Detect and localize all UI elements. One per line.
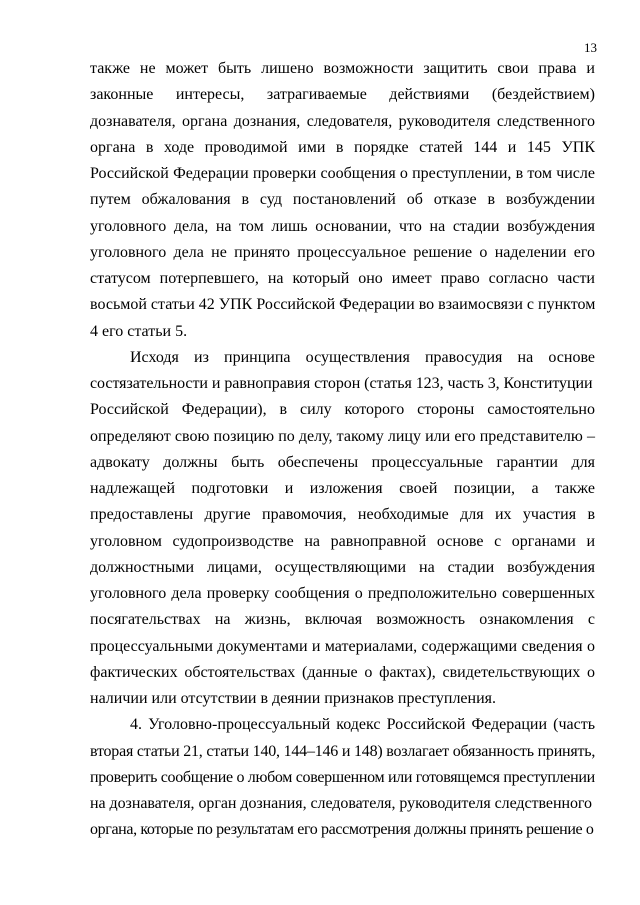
text-line: законные интересы, затрагиваемые действиями (бездействием) xyxy=(90,86,595,104)
text-line: должностными лицами, осуществляющими на стадии возбуждения xyxy=(90,558,595,576)
text-line: надлежащей подготовки и изложения своей позиции, а также xyxy=(90,480,595,497)
text-line: адвокату должны быть обеспечены процессуальные гарантии для xyxy=(90,453,595,471)
text-line: наличии или отсутствии в деянии признаков преступления. xyxy=(90,690,497,707)
text-line: фактических обстоятельствах (данные о фактах), свидетельствующих о xyxy=(90,663,595,681)
paragraph xyxy=(90,712,595,843)
text-line: на дознавателя, орган дознания, следователя, руководителя следственного xyxy=(90,795,592,812)
text-line: уголовного дела, на том лишь основании, что на стадии возбуждения xyxy=(90,217,595,235)
text-line: проверить сообщение о любом совершенном или готовящемся преступлении xyxy=(90,768,595,786)
text-line: уголовного дела проверку сообщения о предположительно совершенных xyxy=(90,585,595,602)
text-line: органа в ходе проводимой ими в порядке статей 144 и 145 УПК xyxy=(90,138,595,156)
text-line: путем обжалования в суд постановлений об отказе в возбуждении xyxy=(90,191,595,209)
document-body xyxy=(90,56,595,844)
text-line: 4. Уголовно-процессуальный кодекс Российской Федерации (часть xyxy=(130,716,595,734)
text-line: уголовного дела не принято процессуальное решение о наделении его xyxy=(90,243,595,261)
text-line: 4 его статьи 5. xyxy=(90,322,188,340)
text-line: статусом потерпевшего, на который оно имеет право согласно части xyxy=(90,270,595,287)
text-line: Российской Федерации), в силу которого стороны самостоятельно xyxy=(90,401,595,419)
text-line: процессуальными документами и материалами, содержащими сведения о xyxy=(90,637,595,655)
text-line: органа, которые по результатам его рассмотрения должны принять решение о xyxy=(90,821,594,839)
text-line: вторая статьи 21, статьи 140, 144–146 и 148) возлагает обязанность принять, xyxy=(90,742,596,760)
text-line: определяют свою позицию по делу, такому лицу или его представителю – xyxy=(90,427,595,445)
paragraph xyxy=(90,345,595,713)
paragraph xyxy=(90,56,595,345)
text-line: Исходя из принципа осуществления правосудия на основе xyxy=(130,348,595,366)
page-number: 13 xyxy=(584,40,597,55)
text-line: дознавателя, органа дознания, следователя, руководителя следственного xyxy=(90,112,595,130)
text-line: также не может быть лишено возможности защитить свои права и xyxy=(90,60,595,77)
text-line: уголовном судопроизводстве на равноправной основе с органами и xyxy=(90,532,595,550)
text-line: предоставлены другие правомочия, необходимые для их участия в xyxy=(90,506,595,524)
text-line: Российской Федерации проверки сообщения о преступлении, в том числе xyxy=(90,165,595,182)
text-line: посягательствах на жизнь, включая возможность ознакомления с xyxy=(90,611,595,629)
text-line: состязательности и равноправия сторон (статья 123, часть 3, Конституции xyxy=(90,375,593,392)
text-line: восьмой статьи 42 УПК Российской Федерации во взаимосвязи с пунктом xyxy=(90,296,596,314)
